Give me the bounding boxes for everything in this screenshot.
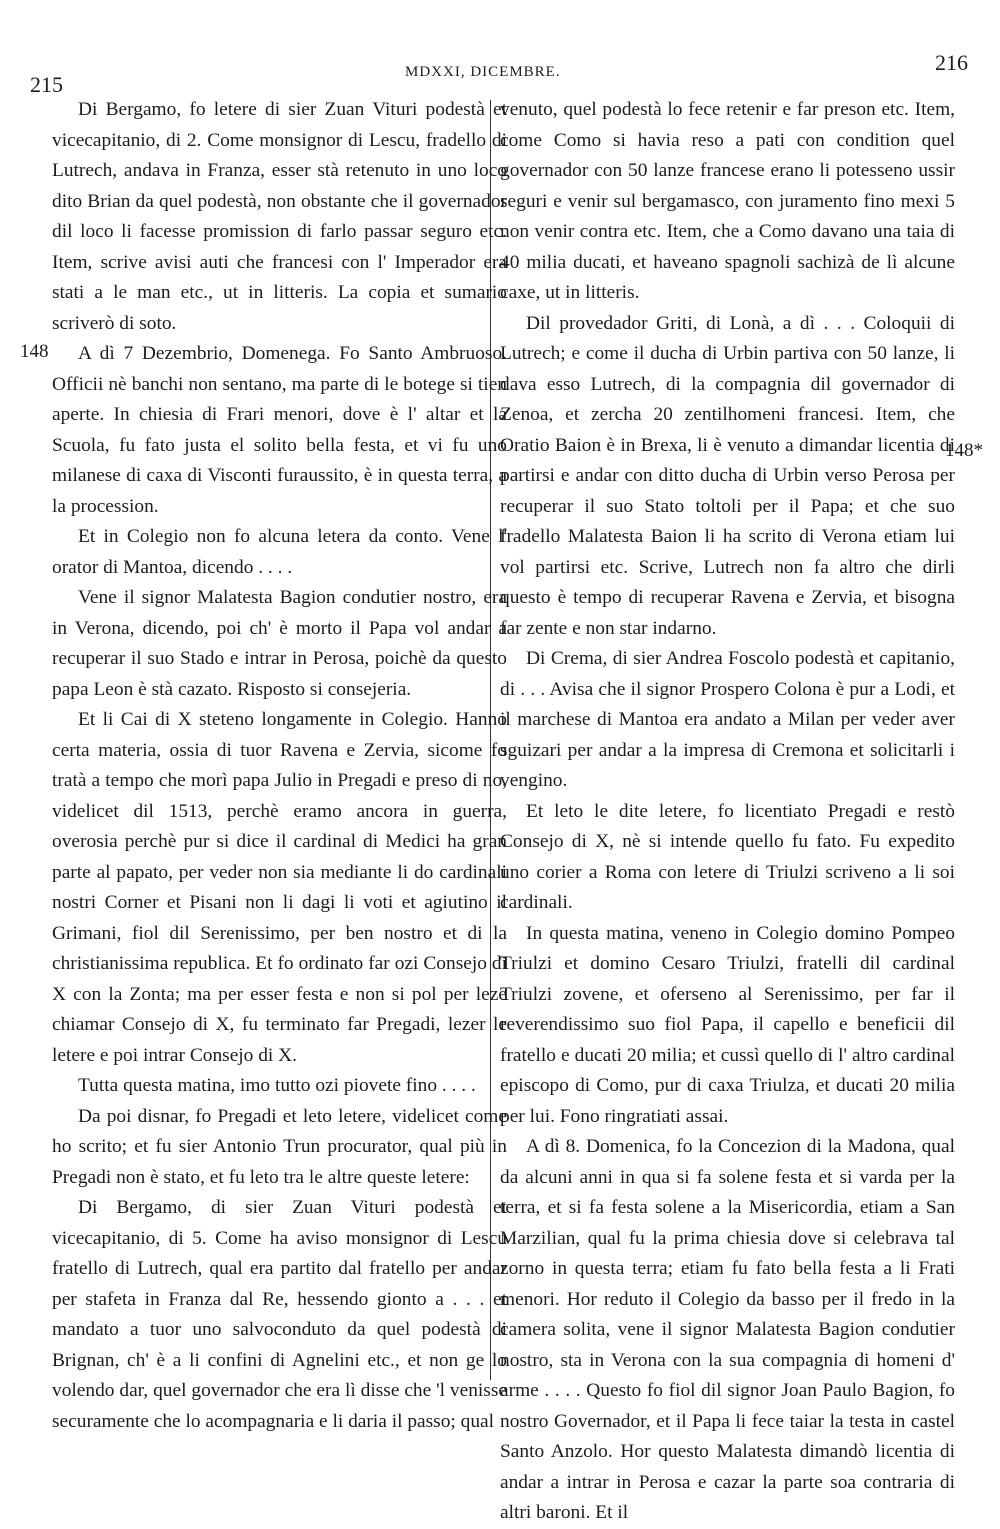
paragraph: Tutta questa matina, imo tutto ozi piovete fino . . . . <box>78 1075 476 1096</box>
running-head: MDXXI, DICEMBRE. <box>405 64 561 80</box>
paragraph: Di Bergamo, di sier Zuan Vituri podestà et vicecapitanio, di 5. Come ha aviso monsignor di Lescu fratello di Lutrech, qual era partito dal fratello per andar per stafeta in Franza dal Re, hessendo gionto a . . . et mandato a tuor uno salvoconduto da quel podestà di Brignan, ch' è a li confini di Agnelini etc., et non ge lo volendo dar, quel governador che era lì disse che 'l venisse securamente che lo acompagnaria e li daria il passo; qual <box>52 1197 507 1432</box>
margin-note-left: 148 <box>20 341 49 362</box>
right-column <box>500 95 955 1529</box>
paragraph: Et in Colegio non fo alcuna letera da conto. Vene l' orator di Mantoa, dicendo . . . . <box>52 526 507 578</box>
paragraph: In questa matina, veneno in Colegio domino Pompeo Triulzi et domino Cesaro Triulzi, fratelli dil cardinal Triulzi zovene, et oferseno al Serenissimo, per far il reverendissimo suo fiol Papa, il capello e beneficii dil fratello e ducati 20 milia; et cussì quello di l' altro cardinal episcopo di Como, pur di caxa Triulza, et ducati 20 milia per lui. Fono ringratiati assai. <box>500 922 955 1127</box>
paragraph: Et leto le dite letere, fo licentiato Pregadi e restò Consejo di X, nè si intende quello fu fato. Fu expedito uno corier a Roma con letere di Triulzi scriveno a li soi cardinali. <box>500 800 955 913</box>
left-column <box>52 95 507 1437</box>
page-number-left: 215 <box>30 72 63 97</box>
paragraph: Et li Cai di X steteno longamente in Colegio. Hanno certa materia, ossia di tuor Ravena e Zervia, sicome fo tratà a tempo che morì papa Julio in Pregadi e preso di no, videlicet dil 1513, perchè eramo ancora in guerra, overosia perchè pur si dice il cardinal di Medici ha gran parte al papato, per veder non sia mediante li do cardinali nostri Corner et Pisani non li dagi li voti et agiutino il Grimani, fiol dil Serenissimo, per ben nostro et di la christianissima republica. Et fo ordinato far ozi Consejo di X con la Zonta; ma per esser festa e non si pol per leze chiamar Consejo di X, fu terminato far Pregadi, lezer le letere e poi intrar Consejo di X. <box>52 709 507 1066</box>
margin-note-right: 148* <box>945 440 983 461</box>
paragraph: Da poi disnar, fo Pregadi et leto letere, videlicet come ho scrito; et fu sier Antonio Trun procurator, qual più in Pregadi non è stato, et fu leto tra le altre queste letere: <box>52 1105 507 1188</box>
paragraph: A dì 7 Dezembrio, Domenega. Fo Santo Ambruoso. Officii nè banchi non sentano, ma parte di le botege si tien aperte. In chiesia di Frari menori, dove è l' altar et la Scuola, fu fato justa el solito bella festa, et vi fu uno milanese di caxa di Visconti furaussito, è in questa terra, a la procession. <box>52 343 507 517</box>
paragraph: Di Bergamo, fo letere di sier Zuan Vituri podestà et vicecapitanio, di 2. Come monsignor di Lescu, fradello di Lutrech, andava in Franza, esser stà retenuto in uno loco dito Brian da quel podestà, non obstante che il governador dil loco li facesse promission di farlo passar seguro etc. Item, scrive avisi auti che francesi con l' Imperador era stati a le man etc., ut in litteris. La copia et sumario scriverò di soto. <box>52 99 507 334</box>
paragraph: Vene il signor Malatesta Bagion condutier nostro, era in Verona, dicendo, poi ch' è morto il Papa vol andar a recuperar il suo Stado e intrar in Perosa, poichè da questo papa Leon è stà cazato. Risposto si consejeria. <box>52 587 507 700</box>
paragraph: venuto, quel podestà lo fece retenir e far preson etc. Item, come Como si havia reso a pati con condition quel governador con 50 lanze francese erano li potesseno ussir seguri e venir sul bergamasco, con juramento fino mexi 5 non venir contra etc. Item, che a Como davano una taia di 40 milia ducati, et haveano spagnoli sachizà de lì alcune caxe, ut in litteris. <box>500 99 955 303</box>
page-number-right: 216 <box>935 50 968 75</box>
paragraph: Di Crema, di sier Andrea Foscolo podestà et capitanio, di . . . Avisa che il signor Prospero Colona è pur a Lodi, et il marchese di Mantoa era andato a Milan per veder aver sguizari per andar a la impresa di Cremona et solicitarli i vengino. <box>500 648 955 791</box>
paragraph: A dì 8. Domenica, fo la Concezion di la Madona, qual da alcuni anni in qua si fa solene festa et si varda per la terra, et si fa festa solene a la Misericordia, etiam a San Marzilian, qual fu la prima chiesia dove si celebrava tal zorno in questa terra; etiam fu fato bella festa a li Frati menori. Hor reduto il Colegio da basso per il fredo in la camera solita, vene il signor Malatesta Bagion condutier nostro, sta in Verona con la sua compagnia di homeni d' arme . . . . Questo fo fiol dil signor Joan Paulo Bagion, fo nostro Governador, et il Papa li fece taiar la testa in castel Santo Anzolo. Hor questo Malatesta dimandò licentia di andar a intrar in Perosa e cazar la parte soa contraria di altri baroni. Et il <box>500 1136 955 1523</box>
paragraph: Dil provedador Griti, di Lonà, a dì . . . Coloquii di Lutrech; e come il ducha di Urbin partiva con 50 lanze, li dava esso Lutrech, di la compagnia dil governador di Zenoa, et zercha 20 zentilhomeni francesi. Item, che Oratio Baion è in Brexa, li è venuto a dimandar licentia di partirsi e andar con ditto ducha di Urbin verso Perosa per recuperar il suo Stato toltoli per il Papa; et che suo fradello Malatesta Baion li ha scrito di Verona etiam lui vol partirsi etc. Scrive, Lutrech non fa altro che dirli questo è tempo di recuperar Ravena e Zervia, et bisogna far zente e non star indarno. <box>500 312 955 639</box>
